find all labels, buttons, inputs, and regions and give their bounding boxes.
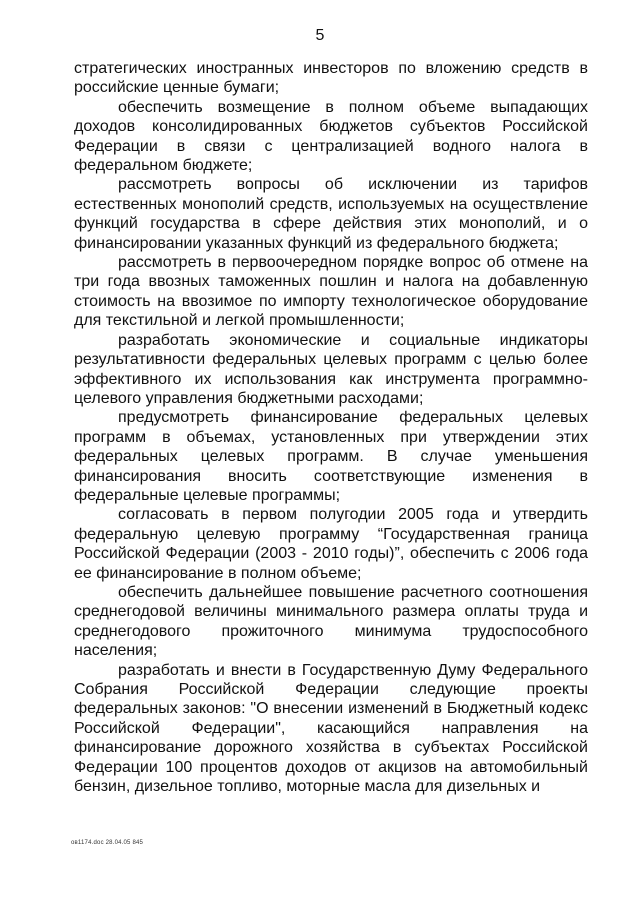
paragraph-water-tax-compensation: обеспечить возмещение в полном объеме выпадающих доходов консолидированных бюджетов субъектов Российской Федерации в связи с централизацией водного налога в федеральном бюджете; [74,98,588,175]
document-body [74,59,588,796]
paragraph-draft-laws: разработать и внести в Государственную Думу Федерального Собрания Российской Федерации следующие проекты федеральных законов: "О внесении изменений в Бюджетный кодекс Российской Федерации", касающийся направления на финансирование дорожного хозяйства в субъектах Российской Федерации 100 процентов доходов от акцизов на автомобильный бензин, дизельное топливо, моторные масла для дизельных и [74,661,588,796]
paragraph-minimum-wage: обеспечить дальнейшее повышение расчетного соотношения среднегодовой величины минимального размера оплаты труда и среднегодового прожиточного минимума трудоспособного населения; [74,583,588,660]
paragraph-natural-monopolies: рассмотреть вопросы об исключении из тарифов естественных монополий средств, используемых на осуществление функций государства в сфере действия этих монополий, и о финансировании указанных функций из федерального бюджета; [74,176,588,252]
footer-document-code: ов1174.doc 28.04.05 845 [71,840,144,846]
paragraph-program-financing: предусмотреть финансирование федеральных целевых программ в объемах, установленных при утверждении этих федеральных целевых программ. В случае уменьшения финансирования вносить соответствующие изменения в федеральные целевые программы; [74,409,588,504]
paragraph-state-border-program: согласовать в первом полугодии 2005 года и утвердить федеральную целевую программу “Государственная граница Российской Федерации (2003 - 2010 годы)”, обеспечить с 2006 года ее финансирование в полном объеме; [74,506,588,582]
page-number: 5 [315,27,325,44]
paragraph-customs-duties: рассмотреть в первоочередном порядке вопрос об отмене на три года ввозных таможенных пошлин и налога на добавленную стоимость на ввозимое по импорту технологическое оборудование для текстильной и легкой промышленности; [74,254,588,330]
paragraph-continuation: стратегических иностранных инвесторов по вложению средств в российские ценные бумаги; [74,60,588,97]
paragraph-program-indicators: разработать экономические и социальные индикаторы результативности федеральных целевых программ с целью более эффективного их использования как инструмента программно-целевого управления бюджетными расходами; [74,331,588,407]
